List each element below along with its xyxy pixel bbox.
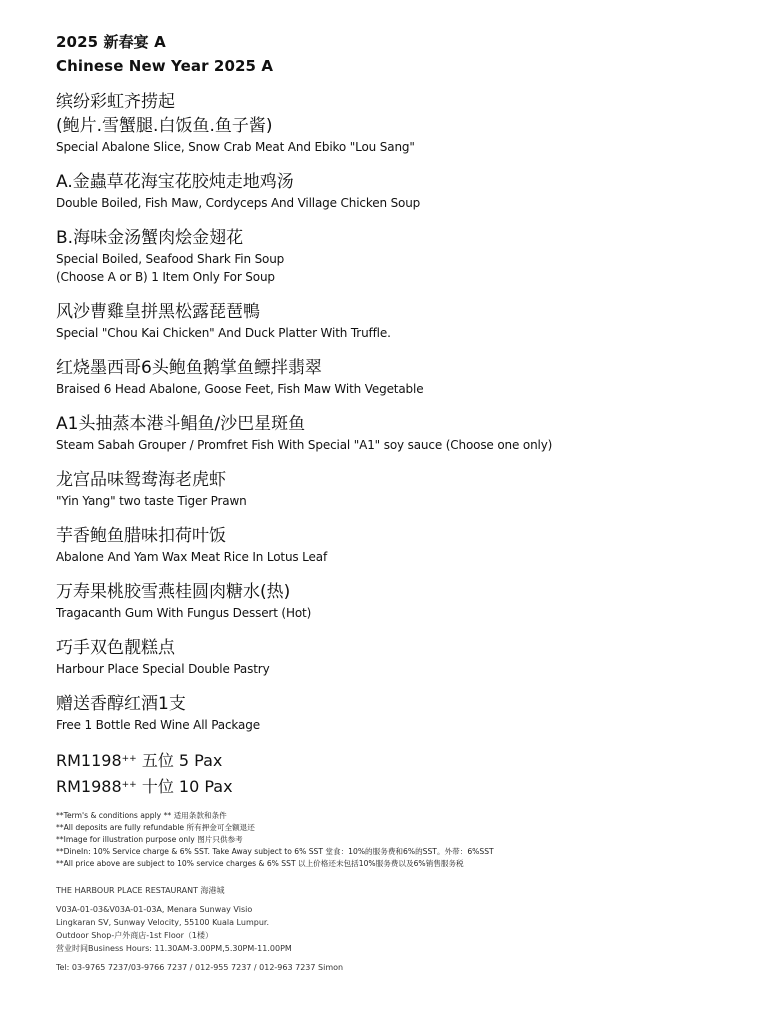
dish-ingredients-cn: (鲍片.雪蟹腿.白饭鱼.鱼子酱) — [56, 116, 273, 136]
note-line: **All deposits are fully refundable 所有押金可全额退还 — [56, 823, 255, 832]
dish-name-cn: A.金蟲草花海宝花胶炖走地鸡汤 — [56, 172, 294, 192]
dish-item — [56, 524, 746, 566]
dish-item — [56, 90, 746, 156]
note-line: **Term's & conditions apply ** 适用条款和条件 — [56, 811, 227, 820]
price-amount: RM1988 — [56, 777, 122, 796]
business-hours: 营业时间Business Hours: 11.30AM-3.00PM,5.30PM-11.00PM — [56, 944, 292, 953]
address-line: Lingkaran SV, Sunway Velocity, 55100 Kuala Lumpur. — [56, 918, 269, 927]
dish-name-en: Abalone And Yam Wax Meat Rice In Lotus Leaf — [56, 550, 328, 564]
dish-name-en: Steam Sabah Grouper / Promfret Fish With Special "A1" soy sauce (Choose one only) — [56, 438, 553, 452]
note-line: **DineIn: 10% Service charge & 6% SST. Take Away subject to 6% SST 堂食：10%的服务费和6%的SST。外带：6%SST — [56, 847, 494, 856]
price-amount: RM1198 — [56, 751, 122, 770]
terms-notes — [56, 810, 746, 870]
dish-name-cn: 缤纷彩虹齐捞起 — [56, 92, 175, 112]
restaurant-address — [56, 884, 746, 974]
dish-item — [56, 170, 746, 212]
dish-name-cn: 巧手双色靓糕点 — [56, 638, 175, 658]
dish-name-cn: B.海味金汤蟹肉烩金翅花 — [56, 228, 244, 248]
price-plus-marker: ++ — [121, 754, 137, 764]
dish-name-en: Harbour Place Special Double Pastry — [56, 662, 270, 676]
note-line: **Image for illustration purpose only 图片只供参考 — [56, 835, 243, 844]
dish-item — [56, 692, 746, 734]
address-line: Outdoor Shop-户外商店-1st Floor（1楼） — [56, 931, 214, 940]
menu-header — [56, 30, 746, 78]
dish-name-en: Free 1 Bottle Red Wine All Package — [56, 718, 260, 732]
price-label: 十位 10 Pax — [136, 777, 233, 796]
dish-item — [56, 580, 746, 622]
price-plus-marker: ++ — [121, 780, 137, 790]
dish-name-cn: 万寿果桃胶雪燕桂圆肉糖水(热) — [56, 582, 291, 602]
dish-name-cn: 芋香鲍鱼腊味扣荷叶饭 — [56, 526, 226, 546]
dish-item — [56, 226, 746, 286]
dish-name-en: Special Boiled, Seafood Shark Fin Soup — [56, 252, 285, 266]
dish-item — [56, 412, 746, 454]
dish-name-en: Double Boiled, Fish Maw, Cordyceps And Village Chicken Soup — [56, 196, 421, 210]
dish-item — [56, 300, 746, 342]
dish-name-en: "Yin Yang" two taste Tiger Prawn — [56, 494, 247, 508]
dish-name-cn: 红烧墨西哥6头鲍鱼鹅掌鱼鳔拌翡翠 — [56, 358, 322, 378]
address-line: V03A-01-03&V03A-01-03A, Menara Sunway Visio — [56, 905, 253, 914]
dish-name-en: Braised 6 Head Abalone, Goose Feet, Fish Maw With Vegetable — [56, 382, 424, 396]
dish-name-cn: 赠送香醇红酒1支 — [56, 694, 186, 714]
phone-numbers: Tel: 03-9765 7237/03-9766 7237 / 012-955 7237 / 012-963 7237 Simon — [56, 963, 344, 972]
dish-name-cn: A1头抽蒸本港斗鲳鱼/沙巴星斑鱼 — [56, 414, 306, 434]
dish-name-en: Tragacanth Gum With Fungus Dessert (Hot) — [56, 606, 312, 620]
note-line: **All price above are subject to 10% service charges & 6% SST 以上价格还未包括10%服务费以及6%销售服务税 — [56, 859, 464, 868]
dish-soup-choice-note: (Choose A or B) 1 Item Only For Soup — [56, 270, 275, 284]
price-5-pax — [56, 748, 746, 774]
dish-item — [56, 356, 746, 398]
restaurant-name: THE HARBOUR PLACE RESTAURANT 海港城 — [56, 886, 225, 895]
dish-name-cn: 龙宫品味鸳鸯海老虎虾 — [56, 470, 226, 490]
dish-name-en: Special "Chou Kai Chicken" And Duck Platter With Truffle. — [56, 326, 391, 340]
dish-item — [56, 636, 746, 678]
price-label: 五位 5 Pax — [136, 751, 223, 770]
dish-name-cn: 风沙曹雞皇拼黑松露琵琶鴨 — [56, 302, 260, 322]
menu-title-cn: 2025 新春宴 A — [56, 33, 166, 51]
price-list — [56, 748, 746, 800]
menu-page — [56, 30, 746, 974]
menu-title-en: Chinese New Year 2025 A — [56, 57, 274, 75]
dish-item — [56, 468, 746, 510]
price-10-pax — [56, 774, 746, 800]
dish-name-en: Special Abalone Slice, Snow Crab Meat And Ebiko "Lou Sang" — [56, 140, 415, 154]
